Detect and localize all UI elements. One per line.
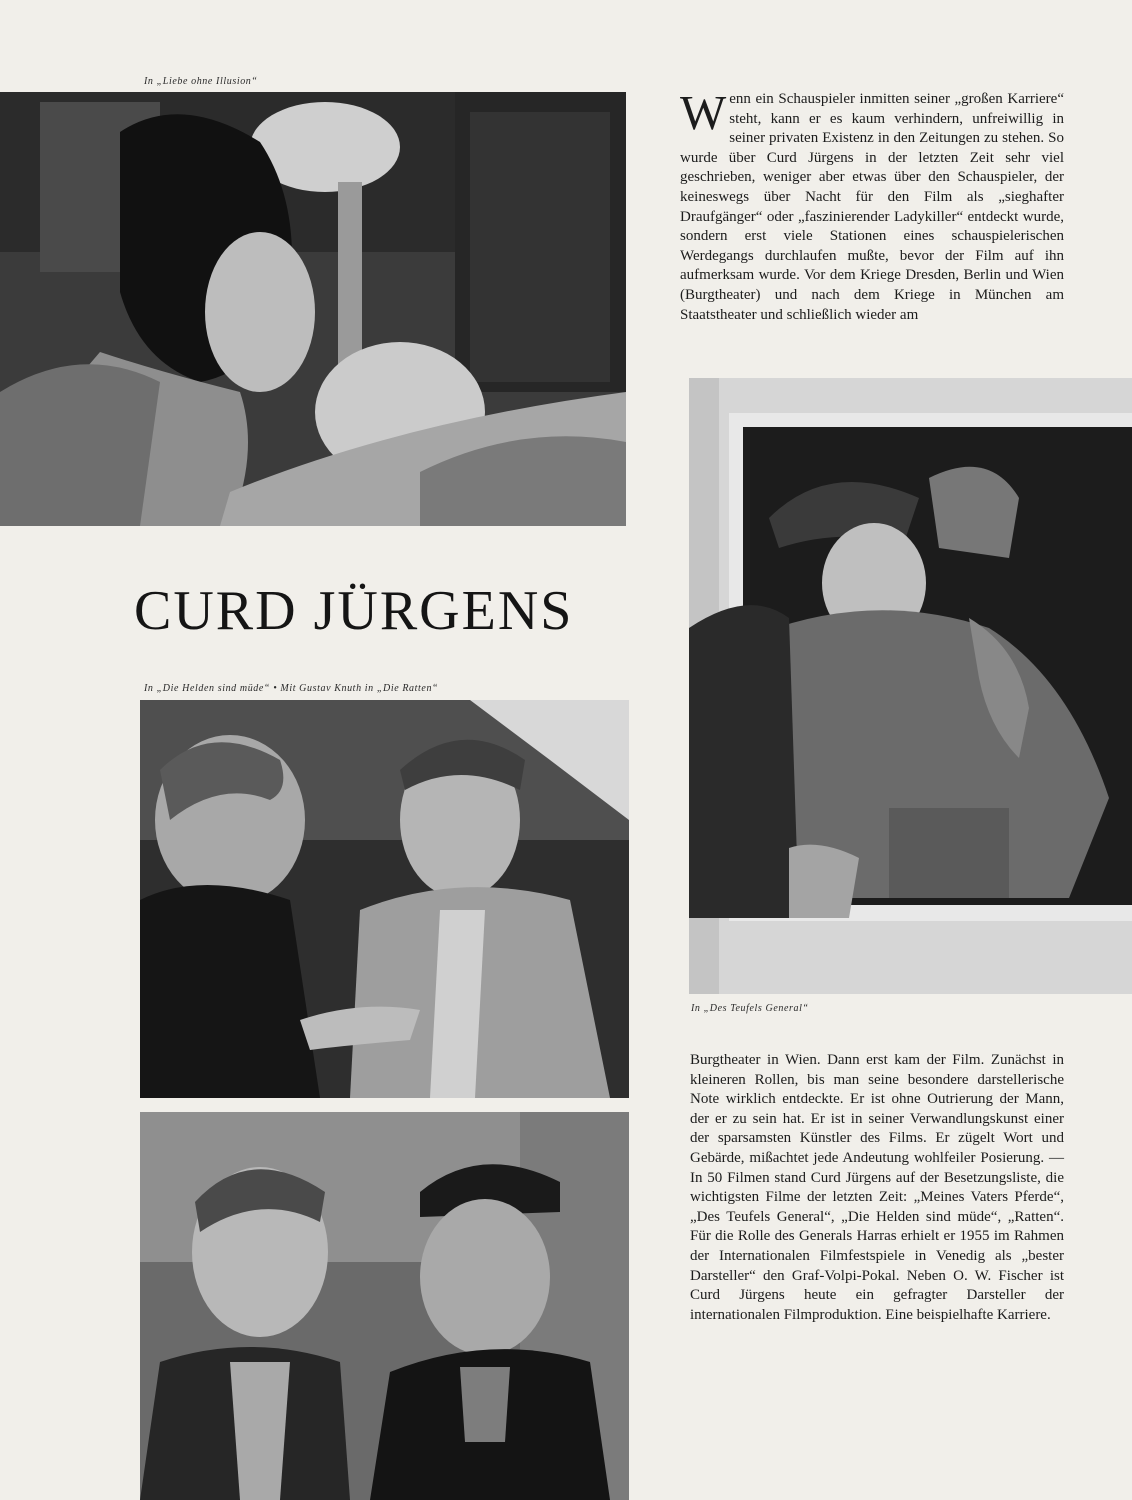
photo-die-ratten	[140, 1112, 629, 1500]
article-continued: Burgtheater in Wien. Dann erst kam der Film. Zunächst in kleineren Rollen, bis man seine besondere darstellerische Note wirklich entdeckte. Er ist ohne Outrierung der Mann, der er zu sein hat. Er ist in seiner Verwandlungskunst einer der sparsamsten Künstler des Films. Er zügelt Wort und Gebärde, mißachtet jede Andeutung wohlfeiler Posierung. — In 50 Filmen stand Curd Jürgens auf der Besetzungsliste, die wichtigsten Filme der letzten Zeit: „Meines Vaters Pferde“, „Des Teufels General“, „Die Helden sind müde“, „Ratten“. Für die Rolle des Generals Harras erhielt er 1955 im Rahmen der Internationalen Filmfestspiele in Venedig als „bester Darsteller“ den Graf-Volpi-Pokal. Neben O. W. Fischer ist Curd Jürgens heute ein gefragter Darsteller der internationalen Filmproduktion. Eine beispielhafte Karriere.	[690, 1052, 1064, 1323]
article-paragraph-1: enn ein Schauspieler inmitten seiner „großen Karriere“ steht, kann er es kaum verhindern, unfreiwillig in seiner privaten Existenz in den Zeitungen zu stehen. So wurde über Curd Jürgens in der letzten Zeit sehr viel geschrieben, weniger aber etwas über den Schauspieler, der keineswegs über Nacht für den Film als „sieghafter Draufgänger“ oder „faszinierender Ladykiller“ entdeckt wurde, sondern erst viele Stationen eines schauspielerischen Werdegangs durchlaufen mußte, bevor der Film auf ihn aufmerksam wurde. Vor dem Kriege Dresden, Berlin und Wien (Burgtheater) und nach dem Kriege in München am Staatstheater und schließlich wieder am	[680, 91, 1064, 323]
drop-cap: W	[680, 85, 727, 140]
photo-des-teufels-general	[689, 378, 1132, 994]
article-intro	[680, 85, 1064, 325]
photo-die-helden-sind-muede	[140, 700, 629, 1098]
photo-caption-teufels-general: In „Des Teufels General“	[691, 1003, 809, 1014]
photo-caption-helden-ratten: In „Die Helden sind müde“ • Mit Gustav Knuth in „Die Ratten“	[144, 683, 439, 694]
photo-liebe-ohne-illusion	[0, 92, 626, 526]
page-title: CURD JÜRGENS	[134, 580, 574, 642]
photo-caption-liebe-ohne-illusion: In „Liebe ohne Illusion“	[144, 76, 258, 87]
